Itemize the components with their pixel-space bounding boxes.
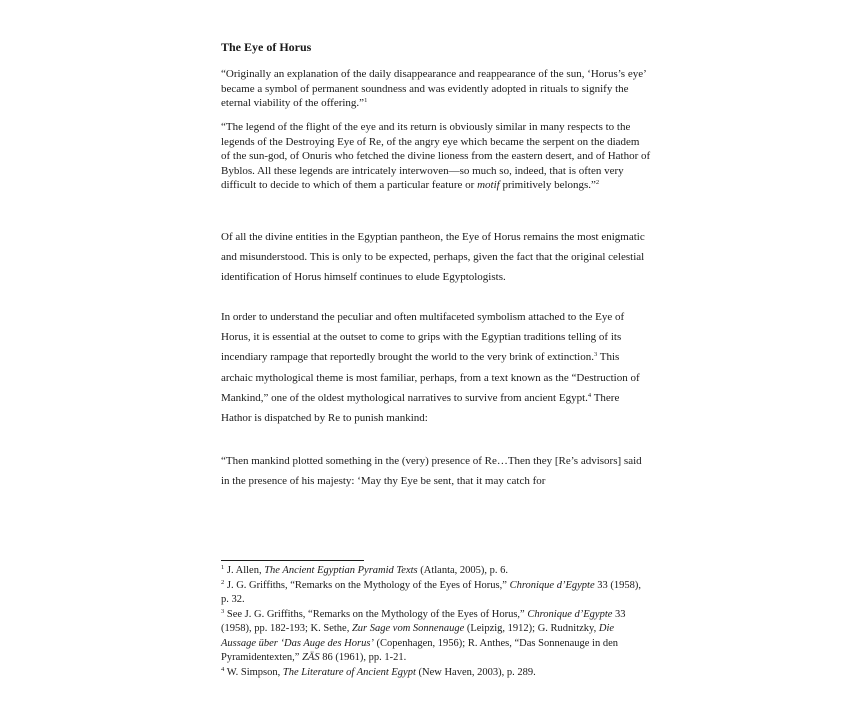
- footnote-1-post: (Atlanta, 2005), p. 6.: [420, 565, 509, 576]
- footnote-2-post: 33 (1958), p. 32.: [221, 579, 641, 605]
- footnote-3: [221, 608, 646, 666]
- paragraph-1: Of all the divine entities in the Egyptian pantheon, the Eye of Horus remains the most enigmatic and misunderstood. This is only to be expected, perhaps, given the fact that the original celestial identification of Horus himself continues to elude Egyptologists.: [221, 231, 645, 284]
- footnote-3-number: 3: [221, 607, 225, 615]
- block-quote-2: [221, 120, 651, 193]
- footnote-3-mid-2: (Leipzig, 1912); G. Rudnitzky,: [466, 623, 597, 634]
- footnote-3-pre: See J. G. Griffiths, “Remarks on the Mythology of the Eyes of Horus,”: [226, 608, 525, 620]
- footnote-4-title: The Literature of Ancient Egypt: [282, 666, 416, 678]
- footnote-4-number: 4: [221, 665, 225, 673]
- footnote-1: [221, 564, 646, 579]
- quote-1-text: “Originally an explanation of the daily disappearance and reappearance of the sun, ‘Horus’s eye’ became a symbol of permanent soundness and was evidently adopted in rituals to signify the eternal viability of the offering.”: [221, 68, 646, 110]
- footnote-1-pre: J. Allen,: [226, 565, 262, 576]
- footnote-4-post: (New Haven, 2003), p. 289.: [418, 666, 536, 678]
- footnote-3-journal-2: ZÄS: [302, 652, 320, 663]
- block-quote-1: [221, 67, 651, 111]
- footnotes: [221, 564, 646, 680]
- quote-2-text-a: “The legend of the flight of the eye and its return is obviously similar in many respects to the legends of the Destroying Eye of Re, of the angry eye which became the serpent on the diadem of the sun-god, of Onuris who fetched the divine lioness from the eastern desert, and of Hathor of Byblos. All these legends are intricately interwoven—so much so, indeed, that is often very difficult to decide to which of them a particular feature or: [221, 121, 651, 192]
- footnote-separator: [221, 560, 364, 561]
- footnote-4-pre: W. Simpson,: [226, 666, 281, 678]
- footnote-4: [221, 666, 646, 681]
- footnote-2-journal: Chronique d’Egypte: [509, 579, 595, 591]
- paragraph-3: “Then mankind plotted something in the (very) presence of Re…Then they [Re’s advisors] said in the presence of his majesty: ‘May thy Eye be sent, that it may catch for: [221, 455, 642, 488]
- footnote-3-book-2: Die Aussage über ‘Das Auge des Horus’: [221, 623, 615, 649]
- paragraph-2-text-c: There Hathor is dispatched by Re to punish mankind:: [221, 391, 620, 425]
- footnote-ref-4[interactable]: 4: [587, 391, 592, 399]
- page-title: The Eye of Horus: [221, 40, 312, 54]
- footnote-3-book: Zur Sage vom Sonnenauge: [351, 623, 465, 634]
- footnote-1-title: The Ancient Egyptian Pyramid Texts: [264, 565, 418, 576]
- quote-2-motif: motif: [477, 179, 500, 192]
- footnote-1-number: 1: [221, 564, 225, 571]
- footnote-3-mid-1: 33 (1958), pp. 182-193; K. Sethe,: [221, 608, 626, 634]
- paragraph-2-text-a: In order to understand the peculiar and often multifaceted symbolism attached to the Eye of Horus, it is essential at the outset to come to grips with the Egyptian traditions telling of its incendiary rampage that reportedly brought the world to the very brink of extinction.: [221, 311, 625, 364]
- footnote-ref-3[interactable]: 3: [593, 351, 598, 359]
- footnote-3-journal: Chronique d’Egypte: [527, 608, 613, 620]
- footnote-ref-2[interactable]: 2: [595, 179, 600, 187]
- paragraph-2: [221, 307, 651, 428]
- footnote-2-number: 2: [221, 578, 225, 586]
- quote-2-text-b: primitively belongs.”: [502, 179, 596, 192]
- footnote-2-pre: J. G. Griffiths, “Remarks on the Mythology of the Eyes of Horus,”: [226, 579, 507, 591]
- footnote-3-post: 86 (1961), pp. 1-21.: [322, 652, 407, 663]
- paragraph-2-text-b: This archaic mythological theme is most familiar, perhaps, from a text known as the “Destruction of Mankind,” one of the oldest mythological narratives to survive from ancient Egypt.: [221, 351, 640, 404]
- footnote-ref-1[interactable]: 1: [364, 97, 368, 105]
- footnote-2: [221, 579, 646, 608]
- footnote-3-mid-3: (Copenhagen, 1956); R. Anthes, “Das Sonnenauge in den Pyramidentexten,”: [221, 637, 619, 663]
